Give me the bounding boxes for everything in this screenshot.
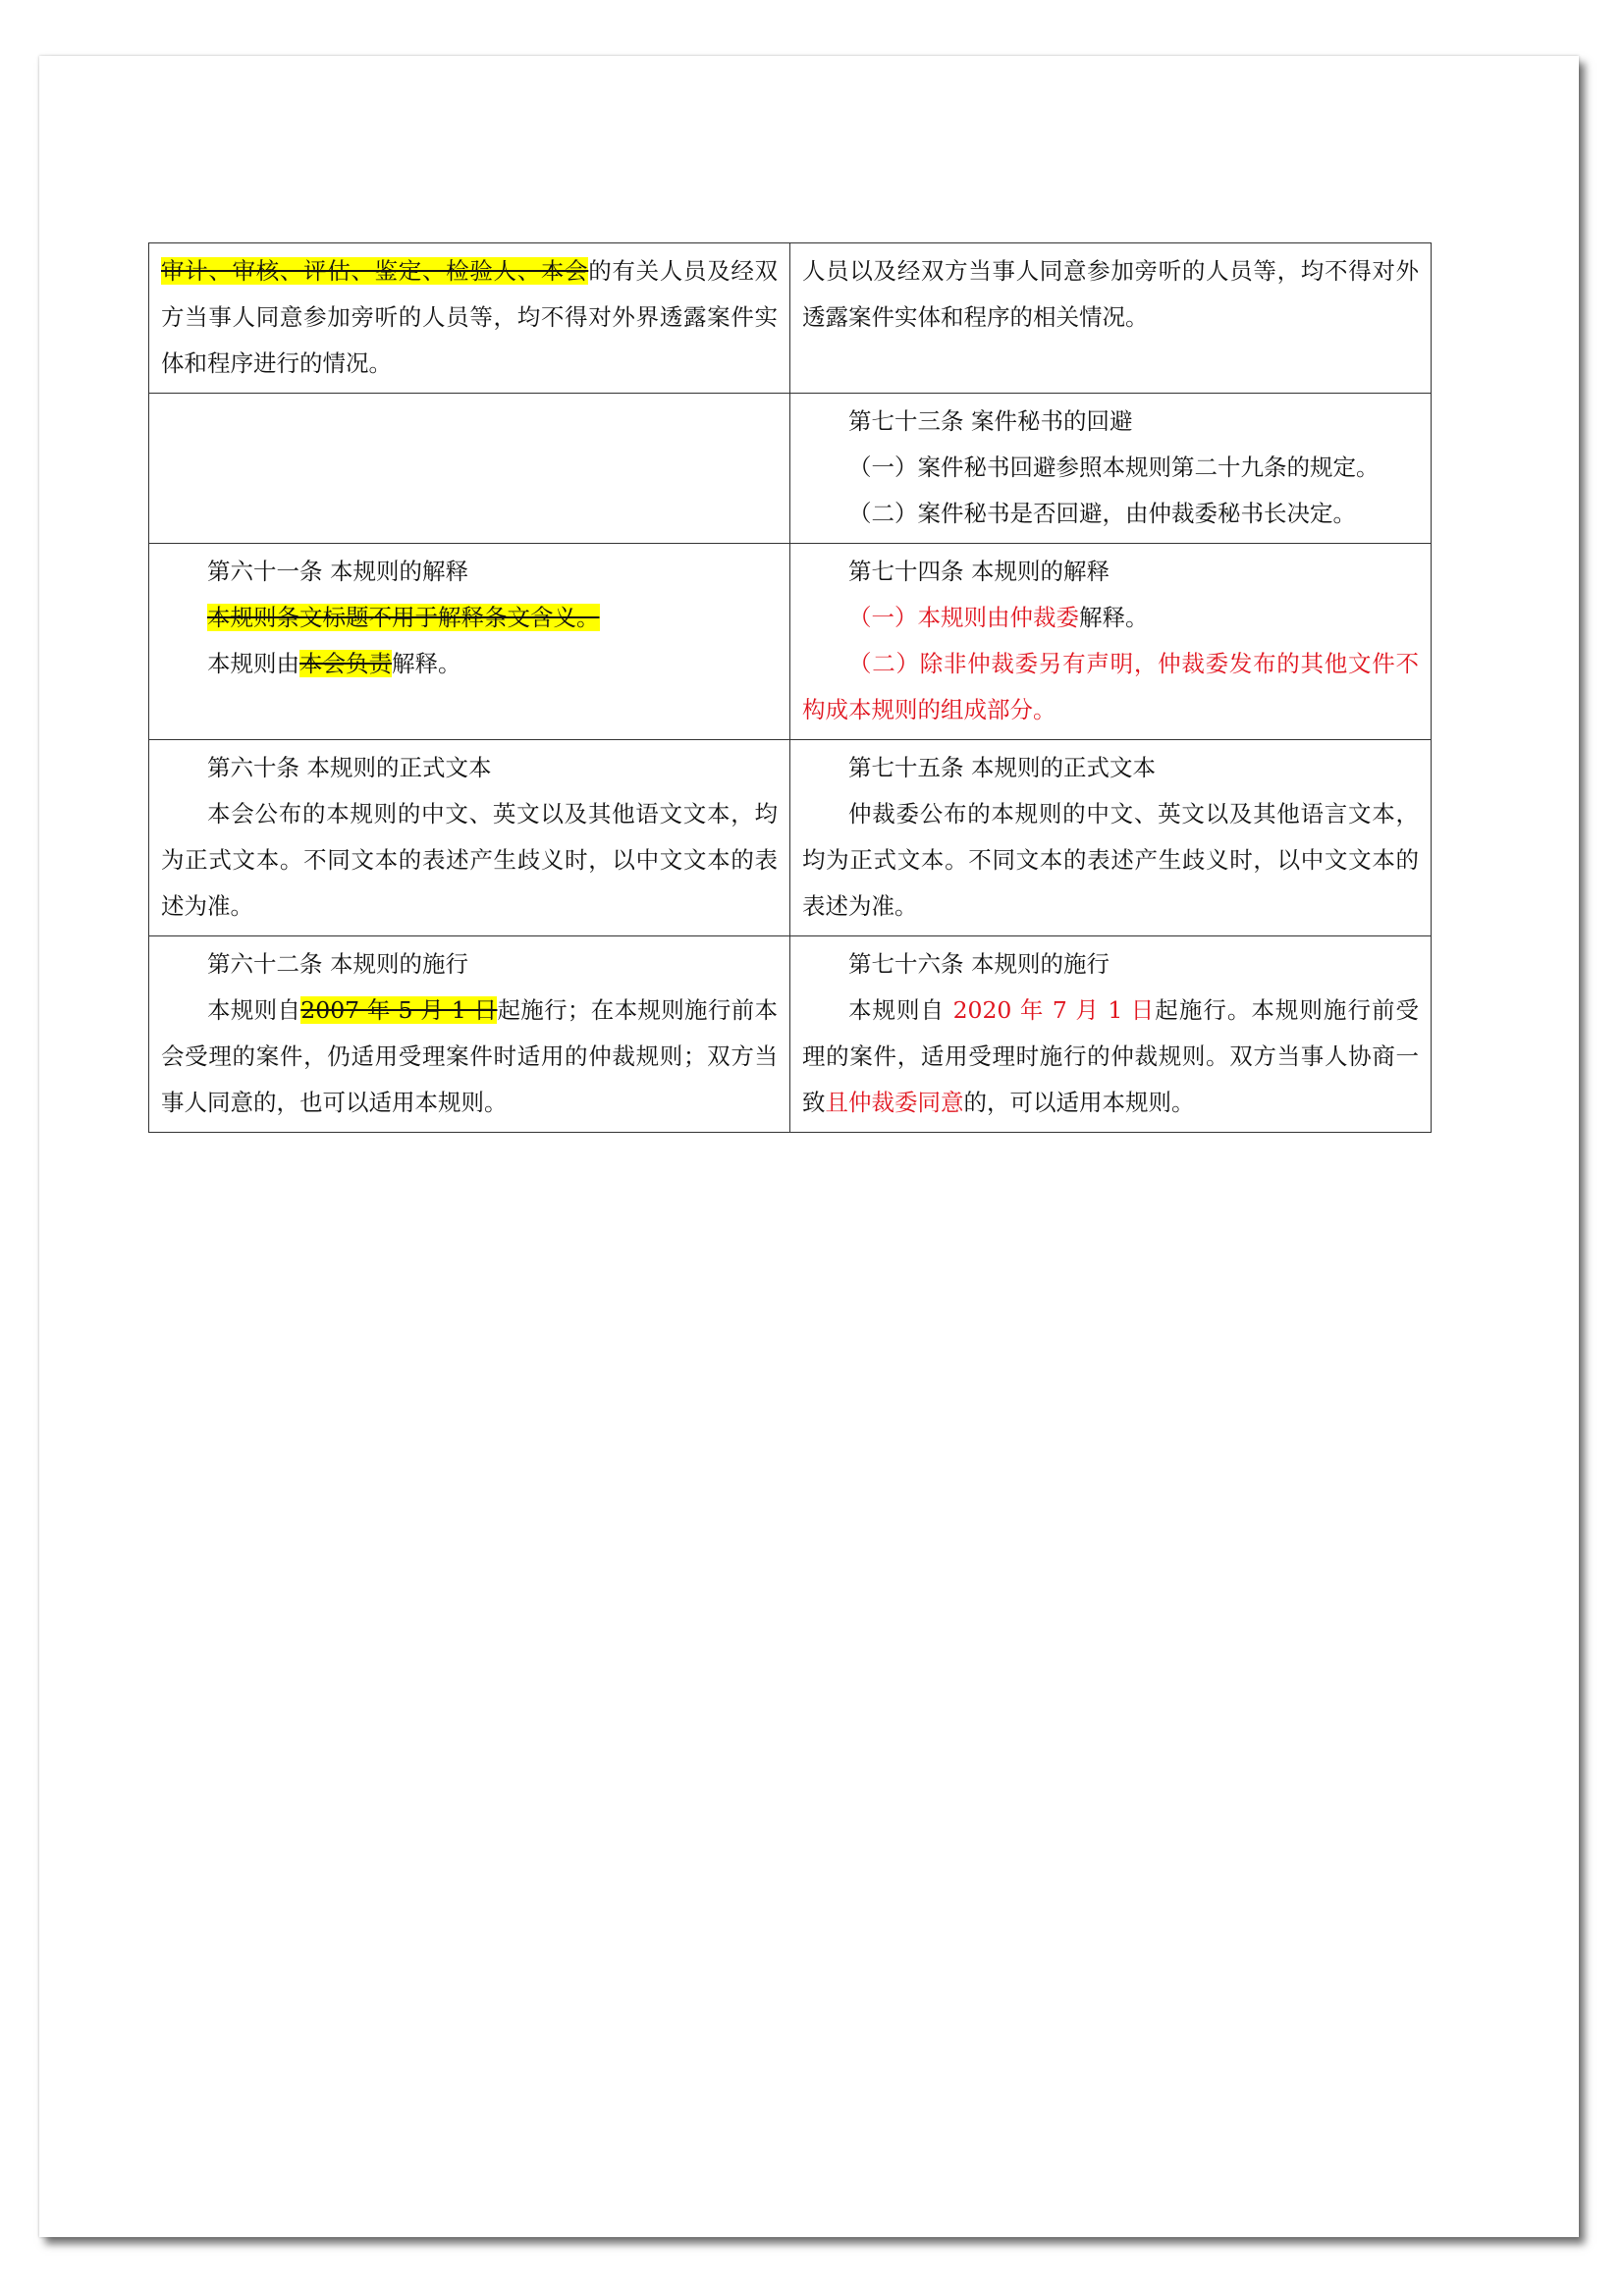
old-rule-cell bbox=[149, 740, 790, 936]
paragraph bbox=[161, 988, 778, 1126]
document-page bbox=[39, 56, 1579, 2237]
paragraph-text: 起施行。本规则施行前受理的案件，适用受理时施行的仲裁规则。双方当事人协商一致 bbox=[802, 996, 1419, 1116]
paragraph bbox=[161, 595, 778, 641]
paragraph: （一）案件秘书回避参照本规则第二十九条的规定。 bbox=[848, 454, 1380, 481]
deleted-text: 审计、审核、评估、鉴定、检验人、本会 bbox=[161, 257, 589, 285]
paragraph: 人员以及经双方当事人同意参加旁听的人员等，均不得对外透露案件实体和程序的相关情况。 bbox=[802, 257, 1419, 331]
old-rule-cell bbox=[149, 936, 790, 1133]
deleted-text: 本会负责 bbox=[299, 650, 392, 677]
paragraph-text: 解释。 bbox=[392, 650, 461, 677]
table-row bbox=[149, 740, 1432, 936]
table-row bbox=[149, 394, 1432, 544]
deleted-text: 本规则条文标题不用于解释条文含义。 bbox=[207, 604, 600, 631]
article-heading: 第七十六条 本规则的施行 bbox=[848, 950, 1110, 978]
article-heading: 第六十二条 本规则的施行 bbox=[207, 950, 468, 978]
new-rule-cell bbox=[790, 544, 1432, 740]
paragraph: （二）案件秘书是否回避，由仲裁委秘书长决定。 bbox=[848, 500, 1356, 527]
article-heading: 第七十四条 本规则的解释 bbox=[848, 558, 1110, 585]
paragraph-text: 本规则由 bbox=[207, 650, 299, 677]
article-heading: 第七十五条 本规则的正式文本 bbox=[848, 754, 1156, 781]
added-text: （一）本规则由 bbox=[848, 604, 1010, 631]
paragraph-text: 本规则自 bbox=[207, 996, 301, 1024]
table-row bbox=[149, 544, 1432, 740]
new-rule-cell bbox=[790, 243, 1432, 394]
added-text: 且仲裁委同意 bbox=[825, 1089, 964, 1116]
article-heading: 第六十条 本规则的正式文本 bbox=[207, 754, 492, 781]
paragraph-text: 起施行；在本规则施行前本会受理的案件，仍适用受理案件时适用的仲裁规则；双方当事人同意的，也可以适用本规则。 bbox=[161, 996, 779, 1116]
paragraph: 本会公布的本规则的中文、英文以及其他语文文本，均为正式文本。不同文本的表述产生歧义时，以中文文本的表述为准。 bbox=[161, 800, 778, 920]
article-heading: 第七十三条 案件秘书的回避 bbox=[848, 407, 1133, 435]
added-text: 仲裁委 bbox=[1009, 604, 1079, 631]
article-heading: 第六十一条 本规则的解释 bbox=[207, 558, 468, 585]
old-rule-cell bbox=[149, 544, 790, 740]
table-row bbox=[149, 243, 1432, 394]
new-rule-cell bbox=[790, 936, 1432, 1133]
paragraph bbox=[161, 248, 778, 387]
added-text: 2020 年 7 月 1 日 bbox=[952, 996, 1156, 1024]
paragraph-text: 的有关人员及经双方当事人同意参加旁听的人员等，均不得对外界透露案件实体和程序进行的情况。 bbox=[161, 257, 779, 377]
deleted-text: 2007 年 5 月 1 日 bbox=[300, 996, 498, 1024]
old-rule-cell-empty bbox=[149, 394, 790, 544]
paragraph bbox=[802, 595, 1419, 641]
table-row bbox=[149, 936, 1432, 1133]
old-rule-cell bbox=[149, 243, 790, 394]
paragraph bbox=[161, 641, 778, 687]
comparison-table bbox=[148, 242, 1432, 1133]
new-rule-cell bbox=[790, 394, 1432, 544]
paragraph-text: 解释。 bbox=[1079, 604, 1149, 631]
paragraph bbox=[802, 988, 1419, 1126]
paragraph-text: 的，可以适用本规则。 bbox=[963, 1089, 1195, 1116]
paragraph-text: 本规则自 bbox=[848, 996, 953, 1024]
new-rule-cell bbox=[790, 740, 1432, 936]
paragraph: 仲裁委公布的本规则的中文、英文以及其他语言文本，均为正式文本。不同文本的表述产生歧义时，以中文文本的表述为准。 bbox=[802, 800, 1419, 920]
paragraph: （二）除非仲裁委另有声明，仲裁委发布的其他文件不构成本规则的组成部分。 bbox=[802, 650, 1419, 723]
